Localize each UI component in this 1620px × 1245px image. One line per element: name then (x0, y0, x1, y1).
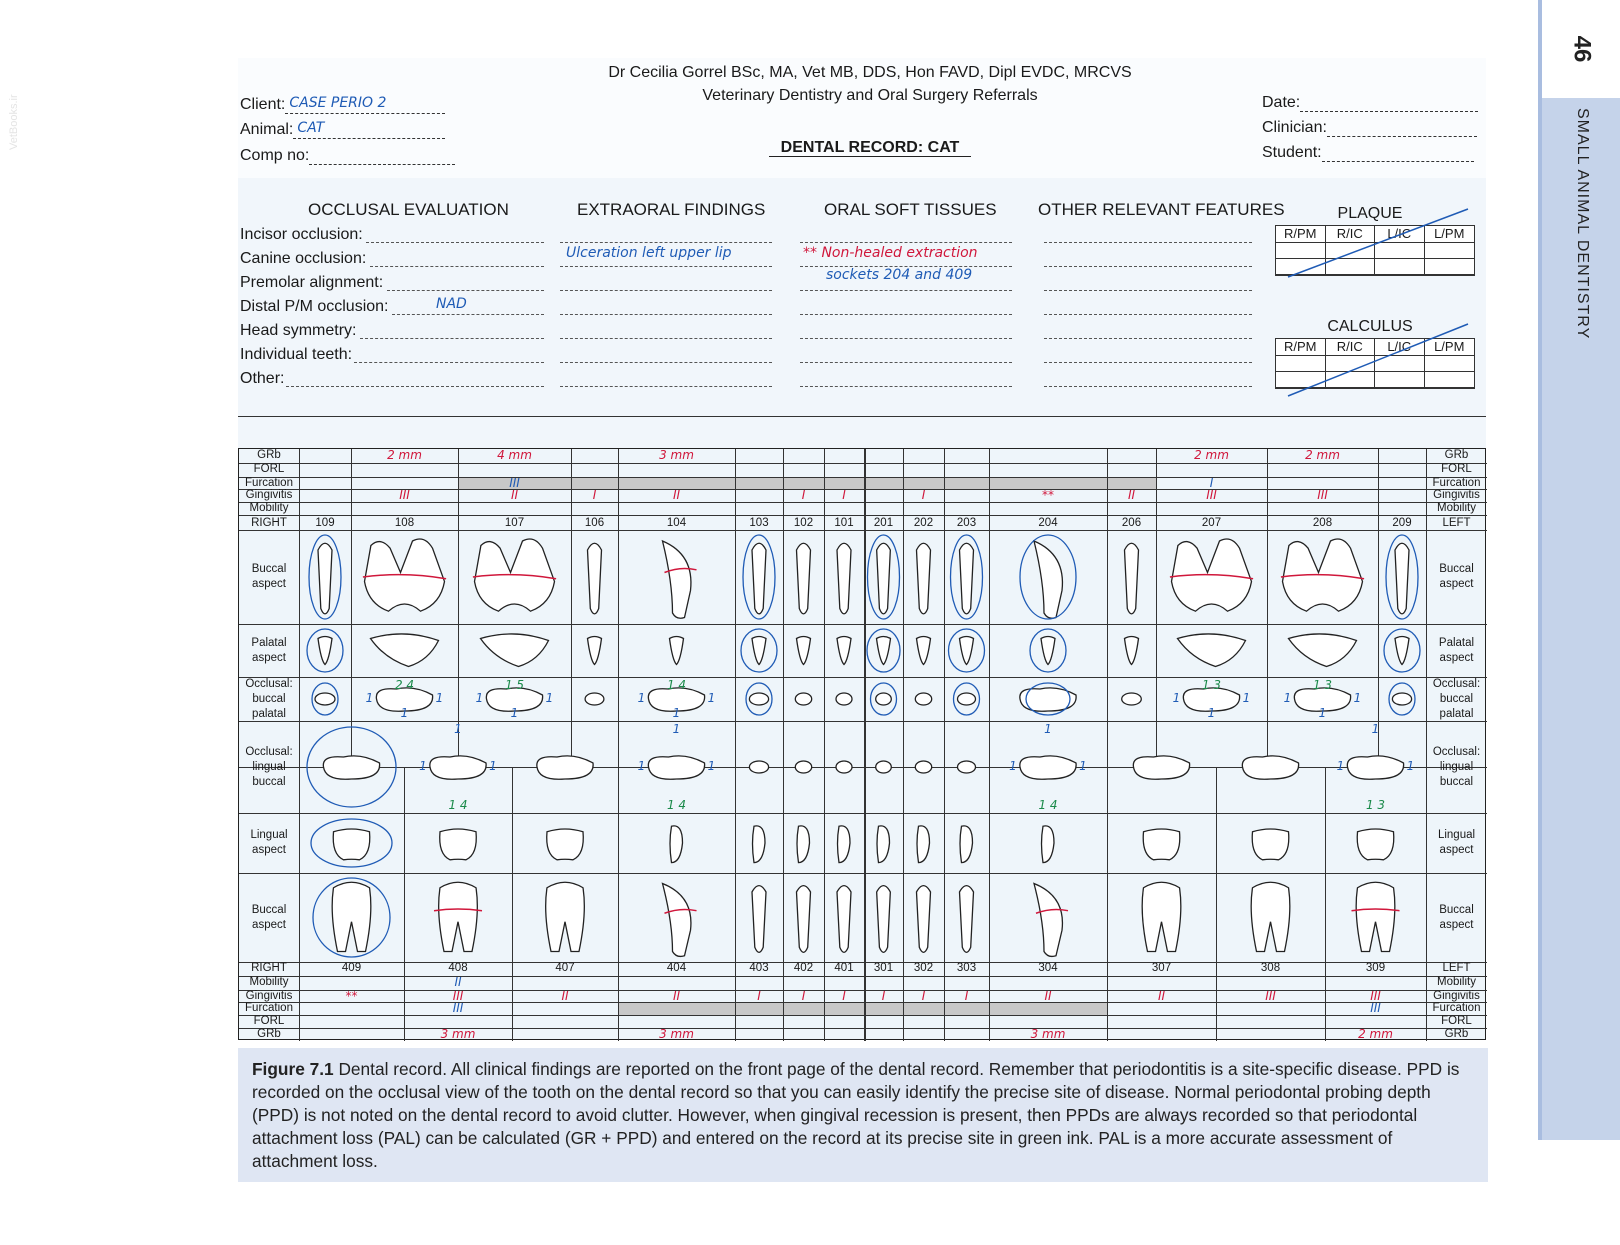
aspect-label-left: Lingual aspect (250, 829, 288, 856)
client-field: Client: CASE PERIO 2 (240, 96, 445, 114)
tooth-icon (903, 723, 944, 811)
plaque-heading: PLAQUE (1337, 205, 1403, 222)
tooth-icon (944, 532, 989, 622)
n-a-shaded-cell (618, 1002, 735, 1015)
row-label-left: Furcation (245, 477, 293, 489)
entry-line (1044, 386, 1252, 387)
tooth-icon (944, 815, 989, 871)
probing-depth-top: 1 (454, 722, 462, 736)
tooth-icon (618, 532, 735, 622)
aspect-label-left: Occlusal: lingual buccal (245, 745, 293, 788)
animal-field: Animal: CAT (240, 121, 445, 139)
tooth-icon (903, 815, 944, 871)
tooth-icon (1107, 679, 1156, 719)
occlusal-row: Incisor occlusion: (240, 226, 363, 243)
tooth-icon (571, 532, 618, 622)
grb-value: 3 mm (659, 1027, 694, 1041)
probing-depth-left: 1 (419, 759, 427, 773)
tooth-number: 403 (749, 962, 769, 974)
tooth-icon (783, 679, 824, 719)
n-a-shaded-cell (783, 1002, 824, 1015)
tooth-number: 404 (666, 962, 687, 974)
probing-depth-bottom: 1 (1207, 706, 1216, 720)
gingivitis-grade: III (452, 989, 464, 1003)
tooth-number: 103 (749, 517, 769, 529)
tooth-icon (1378, 679, 1426, 719)
probing-depth-bottom: 1 (510, 706, 519, 720)
aspect-label-right: Buccal aspect (1439, 563, 1474, 590)
occlusal-row: Head symmetry: (240, 322, 357, 339)
tooth-icon (735, 532, 783, 622)
aspect-label-left: Buccal aspect (251, 563, 287, 590)
n-a-shaded-cell (944, 1002, 989, 1015)
chart-grid-line (239, 813, 1487, 814)
tooth-number: 408 (448, 962, 468, 974)
gingivitis-grade: I (592, 488, 597, 502)
oral-soft-heading: ORAL SOFT TISSUES (824, 200, 997, 219)
tooth-number: 203 (956, 517, 977, 529)
calculus-heading: CALCULUS (1327, 318, 1413, 335)
tooth-icon (824, 679, 864, 719)
distal-pm-finding: NAD (436, 296, 467, 312)
tooth-icon (1325, 875, 1426, 960)
tooth-icon (783, 723, 824, 811)
probing-depth-left: 1 (1009, 759, 1017, 773)
grb-value: 3 mm (440, 1027, 476, 1041)
grb-value: 2 mm (387, 448, 422, 462)
clinician-field: Clinician: (1262, 119, 1477, 137)
gingivitis-grade: ** (345, 989, 358, 1003)
student-field: Student: (1262, 144, 1474, 162)
tooth-icon (944, 626, 989, 675)
gingivitis-grade: I (842, 989, 846, 1003)
plaque-grid: R/PM R/IC L/IC L/PM (1275, 225, 1475, 276)
probing-depth-top: 1 (672, 722, 681, 736)
tooth-icon (989, 626, 1107, 675)
tooth-icon (458, 532, 571, 622)
tooth-icon (1267, 626, 1378, 675)
tooth-icon (944, 723, 989, 811)
probing-depth-bottom: 1 3 (1365, 798, 1386, 812)
date-field: Date: (1262, 94, 1478, 112)
caption-label: Figure 7.1 (252, 1059, 334, 1079)
probing-depth-bottom: 1 (400, 706, 409, 720)
tooth-number: 102 (793, 517, 814, 529)
tooth-icon (735, 815, 783, 871)
entry-line (800, 242, 1012, 243)
tooth-icon (944, 679, 989, 719)
tooth-icon (1107, 723, 1216, 811)
row-label-right: Furcation (1432, 477, 1481, 489)
tooth-number: 301 (873, 962, 894, 974)
soft-tissue-finding-2: sockets 204 and 409 (826, 267, 973, 283)
n-a-shaded-cell (735, 477, 783, 489)
tooth-icon (1107, 532, 1156, 622)
tooth-number: 407 (555, 962, 575, 974)
gingivitis-grade: I (881, 989, 886, 1003)
row-label-left: RIGHT (251, 517, 287, 529)
tooth-icon (989, 532, 1107, 622)
row-label-right: LEFT (1442, 962, 1471, 974)
chart-grid-line (239, 502, 1487, 503)
row-label-right: GRb (1444, 449, 1469, 461)
gingivitis-grade: II (1044, 989, 1052, 1003)
tooth-number: 207 (1201, 517, 1222, 529)
gingivitis-grade: III (1206, 488, 1217, 502)
probing-depth-top: 1 3 (1312, 678, 1333, 692)
tooth-number: 307 (1151, 962, 1172, 974)
n-a-shaded-cell (824, 1002, 864, 1015)
furcation-grade: III (1370, 1001, 1381, 1015)
tooth-icon (735, 875, 783, 960)
row-label-left: GRb (257, 1028, 281, 1040)
probing-depth-left: 1 (365, 691, 374, 705)
tooth-icon (824, 626, 864, 675)
tooth-icon (735, 723, 783, 811)
record-title: DENTAL RECORD: CAT (560, 139, 1180, 157)
n-a-shaded-cell (944, 477, 989, 489)
n-a-shaded-cell (903, 1002, 944, 1015)
gingivitis-grade: II (510, 488, 519, 502)
n-a-shaded-cell (989, 1002, 1107, 1015)
probing-depth-bottom: 1 4 (448, 798, 468, 812)
gingivitis-grade: I (964, 989, 969, 1003)
tooth-icon (299, 532, 351, 622)
tooth-icon (864, 626, 903, 675)
tooth-icon (903, 626, 944, 675)
tooth-number: 104 (666, 517, 687, 529)
aspect-label-left: Occlusal: buccal palatal (245, 677, 293, 720)
chart-grid-line (239, 477, 1487, 478)
aspect-label-right: Palatal aspect (1438, 636, 1475, 664)
tooth-number: 101 (834, 517, 854, 529)
probing-depth-left: 1 (1336, 759, 1345, 773)
tooth-icon (824, 532, 864, 622)
tooth-icon (783, 875, 824, 960)
entry-line (1044, 338, 1252, 339)
entry-line (387, 290, 544, 291)
gingivitis-grade: III (399, 488, 410, 502)
tooth-number: 206 (1121, 517, 1142, 529)
tooth-icon (864, 723, 903, 811)
entry-line (1044, 362, 1252, 363)
gingivitis-grade: II (672, 989, 681, 1003)
tooth-icon (404, 815, 512, 871)
tooth-number: 308 (1260, 962, 1281, 974)
tooth-icon (1267, 532, 1378, 622)
probing-depth-left: 1 (1172, 691, 1181, 705)
tooth-icon (783, 815, 824, 871)
tooth-icon (824, 875, 864, 960)
entry-line (560, 242, 772, 243)
aspect-label-right: Occlusal: buccal palatal (1432, 677, 1481, 720)
tooth-icon (1216, 875, 1325, 960)
probing-depth-bottom: 1 (672, 706, 681, 720)
entry-line (370, 266, 544, 267)
grb-value: 3 mm (659, 448, 694, 462)
probing-depth-right: 1 (489, 759, 497, 773)
tooth-icon (512, 875, 618, 960)
gingivitis-grade: II (1127, 488, 1136, 502)
caption-text: Dental record. All clinical findings are reported on the front page of the dental record. Remember that periodontitis is a site-specific disease. PPD is recorded on the occlusal view of the tooth on the dental record so that you can easily identify the precise site of disease. Normal periodontal probing depth (PPD) is not noted on the dental record to avoid clutter. However, when gingival recession is present, then PPDs are always recorded so that periodontal attachment loss (PAL) can be calculated (GR + PPD) and entered on the record at its precise site in green ink. PAL is a more accurate assessment of attachment loss. (252, 1059, 1460, 1171)
entry-line (1044, 290, 1252, 291)
tooth-icon (299, 679, 351, 719)
probing-depth-top: 1 (1044, 722, 1052, 736)
tooth-icon (1156, 532, 1267, 622)
probing-depth-left: 1 (475, 691, 484, 705)
tooth-number: 208 (1312, 517, 1333, 529)
tooth-icon (1378, 532, 1426, 622)
n-a-shaded-cell (735, 1002, 783, 1015)
furcation-grade: III (452, 1001, 464, 1015)
mobility-grade: II (454, 975, 462, 989)
tooth-icon (1325, 815, 1426, 871)
entry-line (392, 314, 544, 315)
probing-depth-bottom: 1 4 (1038, 798, 1058, 812)
tooth-number: 303 (956, 962, 977, 974)
tooth-number: 409 (341, 962, 362, 974)
tooth-icon (903, 679, 944, 719)
row-label-right: Mobility (1437, 976, 1476, 988)
row-label-left: Gingivitis (245, 990, 293, 1002)
extraoral-finding: Ulceration left upper lip (566, 245, 732, 261)
tooth-number: 402 (793, 962, 814, 974)
row-label-right: Mobility (1437, 502, 1476, 514)
gingivitis-grade: ** (1042, 488, 1054, 502)
row-label-left: RIGHT (251, 962, 287, 974)
occlusal-row: Individual teeth: (240, 346, 353, 363)
occlusal-row: Premolar alignment: (240, 274, 384, 291)
tooth-number: 209 (1392, 517, 1412, 529)
grb-value: 2 mm (1194, 448, 1229, 462)
gingivitis-grade: I (801, 488, 806, 502)
grb-value: 2 mm (1305, 448, 1340, 462)
tooth-icon (618, 626, 735, 675)
tooth-icon (1378, 626, 1426, 675)
calculus-grid: R/PM R/IC L/IC L/PM (1275, 338, 1475, 389)
gingivitis-grade: III (1265, 989, 1276, 1003)
n-a-shaded-cell (864, 477, 903, 489)
row-label-right: Gingivitis (1433, 990, 1480, 1002)
chart-grid-line (239, 1015, 1487, 1016)
tooth-icon (618, 815, 735, 871)
n-a-shaded-cell (864, 1002, 903, 1015)
tooth-icon (824, 815, 864, 871)
tooth-icon (571, 626, 618, 675)
row-label-right: Furcation (1432, 1002, 1481, 1014)
gingivitis-grade: I (842, 488, 846, 502)
tooth-number: 106 (584, 517, 605, 529)
tooth-icon (1107, 626, 1156, 675)
row-label-right: GRb (1444, 1028, 1469, 1040)
probing-depth-right: 1 (545, 691, 554, 705)
grb-value: 4 mm (497, 448, 532, 462)
tooth-number: 107 (504, 517, 525, 529)
tooth-icon (458, 626, 571, 675)
row-label-left: FORL (253, 463, 285, 475)
row-label-left: GRb (257, 449, 281, 461)
probing-depth-top: 1 (1371, 722, 1380, 736)
tooth-icon (989, 679, 1107, 719)
probing-depth-right: 1 (707, 691, 716, 705)
gingivitis-grade: II (1157, 989, 1166, 1003)
page-number: 46 (1567, 35, 1595, 63)
aspect-label-right: Lingual aspect (1437, 829, 1476, 856)
row-label-left: FORL (253, 1015, 285, 1027)
chart-grid-line (239, 873, 1487, 874)
tooth-icon (299, 815, 404, 871)
tooth-icon (299, 626, 351, 675)
grb-value: 2 mm (1358, 1027, 1393, 1041)
tooth-icon (989, 875, 1107, 960)
tooth-icon (1216, 815, 1325, 871)
plaque-strike-line (1280, 205, 1480, 285)
row-label-right: LEFT (1442, 517, 1471, 529)
chart-grid-line (239, 624, 1487, 625)
gingivitis-grade: I (757, 989, 761, 1003)
occlusal-row: Other: (240, 370, 285, 387)
tooth-icon (735, 626, 783, 675)
practitioner-name: Dr Cecilia Gorrel BSc, MA, Vet MB, DDS, Hon FAVD, Dipl EVDC, MRCVS (608, 64, 1132, 81)
chart-grid-line (239, 530, 1487, 531)
tooth-icon (512, 723, 618, 811)
tooth-icon (404, 875, 512, 960)
comp-no-field: Comp no: (240, 147, 455, 165)
animal-value: CAT (297, 120, 325, 136)
soft-tissue-finding-1: ** Non-healed extraction (803, 245, 978, 261)
entry-line (1044, 314, 1252, 315)
tooth-icon (1107, 875, 1216, 960)
tooth-icon (783, 626, 824, 675)
row-label-left: Gingivitis (245, 489, 293, 501)
tooth-icon (1156, 626, 1267, 675)
tooth-number: 201 (873, 517, 894, 529)
tooth-number: 304 (1038, 962, 1058, 974)
occlusal-row: Distal P/M occlusion: (240, 298, 389, 315)
probing-depth-right: 1 (1242, 691, 1251, 705)
row-label-right: FORL (1441, 463, 1472, 475)
tooth-icon (864, 679, 903, 719)
row-label-right: FORL (1441, 1015, 1472, 1027)
tooth-number: 309 (1365, 962, 1386, 974)
chart-grid-line (239, 515, 1487, 516)
aspect-label-left: Buccal aspect (251, 903, 287, 931)
tooth-number: 401 (834, 962, 854, 974)
tooth-number: 108 (394, 517, 415, 529)
section-divider (238, 416, 1486, 417)
occlusal-row: Canine occlusion: (240, 250, 367, 267)
gingivitis-grade: I (801, 989, 806, 1003)
gingivitis-grade: I (921, 488, 926, 502)
tooth-icon (903, 875, 944, 960)
occlusal-heading: OCCLUSAL EVALUATION (308, 200, 509, 219)
probing-depth-top: 2 4 (394, 678, 415, 692)
probing-depth-right: 1 (707, 759, 716, 773)
entry-line (286, 386, 544, 387)
grb-value: 3 mm (1030, 1027, 1066, 1041)
gingivitis-grade: I (921, 989, 926, 1003)
entry-line (366, 242, 544, 243)
probing-depth-right: 1 (1406, 759, 1415, 773)
chapter-side-tab (1538, 0, 1620, 1140)
tooth-icon (1216, 723, 1325, 811)
tooth-icon (864, 815, 903, 871)
probing-depth-top: 1 3 (1201, 678, 1222, 692)
probing-depth-bottom: 1 4 (666, 798, 687, 812)
dental-chart (238, 448, 1486, 1040)
aspect-label-right: Buccal aspect (1439, 903, 1474, 931)
other-features-heading: OTHER RELEVANT FEATURES (1038, 200, 1285, 219)
row-label-left: Furcation (245, 1002, 293, 1014)
tooth-icon (944, 875, 989, 960)
tooth-icon (299, 875, 404, 960)
tooth-icon (571, 679, 618, 719)
tooth-icon (1107, 815, 1216, 871)
entry-line (1044, 266, 1252, 267)
calculus-strike-line (1280, 318, 1480, 402)
aspect-label-left: Palatal aspect (251, 636, 287, 664)
watermark: VetBooks.ir (8, 94, 20, 150)
tooth-icon (351, 532, 458, 622)
tooth-number: 204 (1038, 517, 1058, 529)
tooth-number: 202 (913, 517, 934, 529)
row-label-right: Gingivitis (1433, 489, 1480, 501)
tooth-icon (618, 875, 735, 960)
figure-caption (238, 1048, 1488, 1182)
tooth-icon (864, 875, 903, 960)
probing-depth-left: 1 (637, 691, 646, 705)
gingivitis-grade: III (1317, 488, 1328, 502)
tooth-icon (512, 815, 618, 871)
client-value: CASE PERIO 2 (289, 95, 387, 111)
tooth-icon (783, 532, 824, 622)
probing-depth-top: 1 5 (504, 678, 525, 692)
probing-depth-left: 1 (1283, 691, 1292, 705)
probing-depth-top: 1 4 (666, 678, 687, 692)
section-title: SMALL ANIMAL DENTISTRY (1574, 108, 1591, 340)
practice-subtitle: Veterinary Dentistry and Oral Surgery Referrals (702, 87, 1038, 104)
gingivitis-grade: II (672, 488, 681, 502)
tooth-number: 109 (315, 517, 335, 529)
tooth-icon (989, 815, 1107, 871)
furcation-grade: I (1209, 476, 1214, 490)
furcation-grade: III (509, 476, 520, 490)
tooth-icon (299, 723, 404, 811)
tooth-icon (903, 532, 944, 622)
tooth-icon (864, 532, 903, 622)
tooth-icon (351, 626, 458, 675)
tooth-icon (824, 723, 864, 811)
row-label-left: Mobility (249, 502, 289, 514)
gingivitis-grade: II (561, 989, 569, 1003)
probing-depth-left: 1 (637, 759, 646, 773)
probing-depth-right: 1 (1353, 691, 1362, 705)
chart-grid-line (239, 463, 1487, 464)
aspect-label-right: Occlusal: lingual buccal (1432, 745, 1481, 788)
entry-line (1044, 242, 1252, 243)
gingivitis-grade: III (1370, 989, 1381, 1003)
tooth-icon (735, 679, 783, 719)
probing-depth-bottom: 1 (1318, 706, 1327, 720)
probing-depth-right: 1 (1079, 759, 1087, 773)
tooth-number: 302 (913, 962, 934, 974)
probing-depth-right: 1 (435, 691, 444, 705)
row-label-left: Mobility (249, 976, 289, 988)
extraoral-heading: EXTRAORAL FINDINGS (577, 200, 766, 219)
